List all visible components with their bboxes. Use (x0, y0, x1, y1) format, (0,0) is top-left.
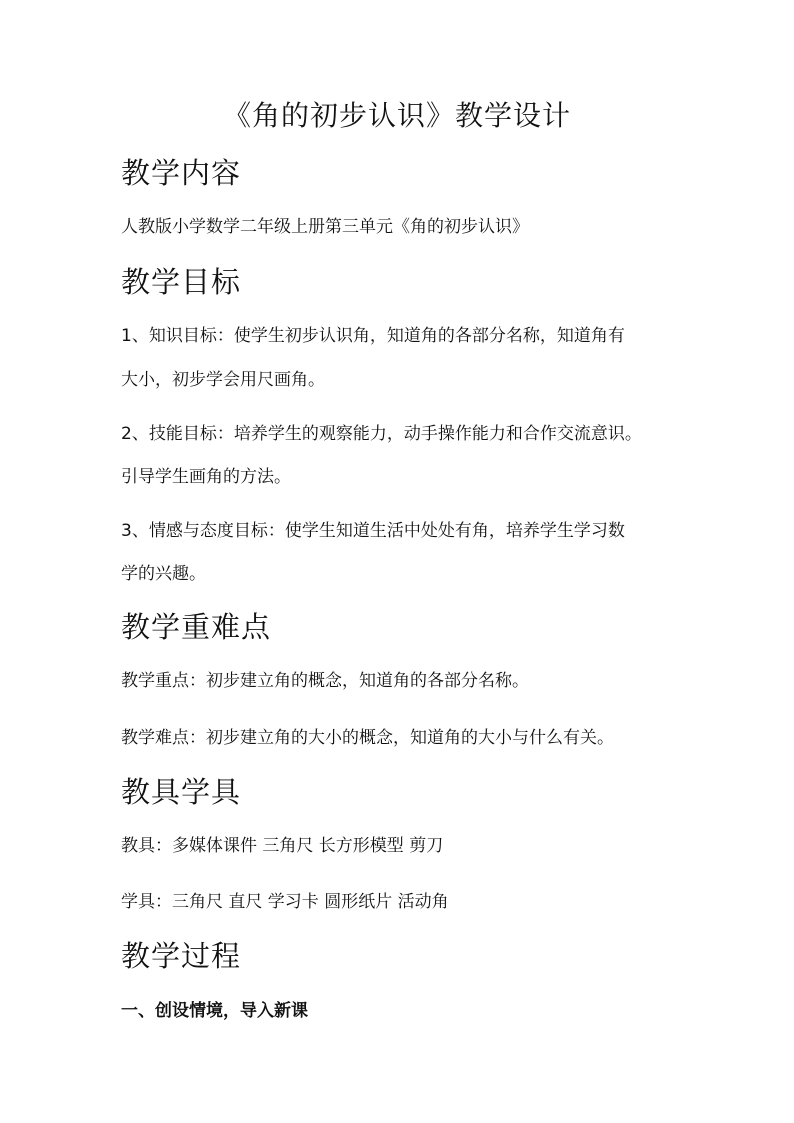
goal-item-2-line-2: 引导学生画角的方法。 (121, 467, 291, 487)
content-text: 人教版小学数学二年级上册第三单元《角的初步认识》 (121, 217, 529, 237)
goal-item-3-line-1: 3、情感与态度目标：使学生知道生活中处处有角，培养学生学习数 (121, 521, 625, 541)
goal-item-1-line-1: 1、知识目标：使学生初步认识角，知道角的各部分名称，知道角有 (121, 326, 625, 346)
goal-item-3-line-2: 学的兴趣。 (121, 564, 206, 584)
document-title: 《角的初步认识》教学设计 (222, 99, 571, 132)
difficulty-text: 教学难点：初步建立角的大小的概念，知道角的大小与什么有关。 (121, 728, 614, 748)
process-step-1-heading: 一、创设情境，导入新课 (121, 1001, 308, 1021)
key-point-text: 教学重点：初步建立角的概念，知道角的各部分名称。 (121, 671, 529, 691)
section-heading-process: 教学过程 (121, 939, 242, 973)
section-heading-tools: 教具学具 (121, 775, 242, 809)
teacher-tools-text: 教具：多媒体课件 三角尺 长方形模型 剪刀 (121, 836, 444, 856)
section-heading-content: 教学内容 (121, 156, 242, 190)
student-tools-text: 学具：三角尺 直尺 学习卡 圆形纸片 活动角 (121, 892, 449, 912)
goal-item-2-line-1: 2、技能目标：培养学生的观察能力，动手操作能力和合作交流意识。 (121, 424, 642, 444)
goal-item-1-line-2: 大小，初步学会用尺画角。 (121, 370, 325, 390)
section-heading-key-points: 教学重难点 (121, 610, 272, 644)
section-heading-goals: 教学目标 (121, 265, 242, 299)
